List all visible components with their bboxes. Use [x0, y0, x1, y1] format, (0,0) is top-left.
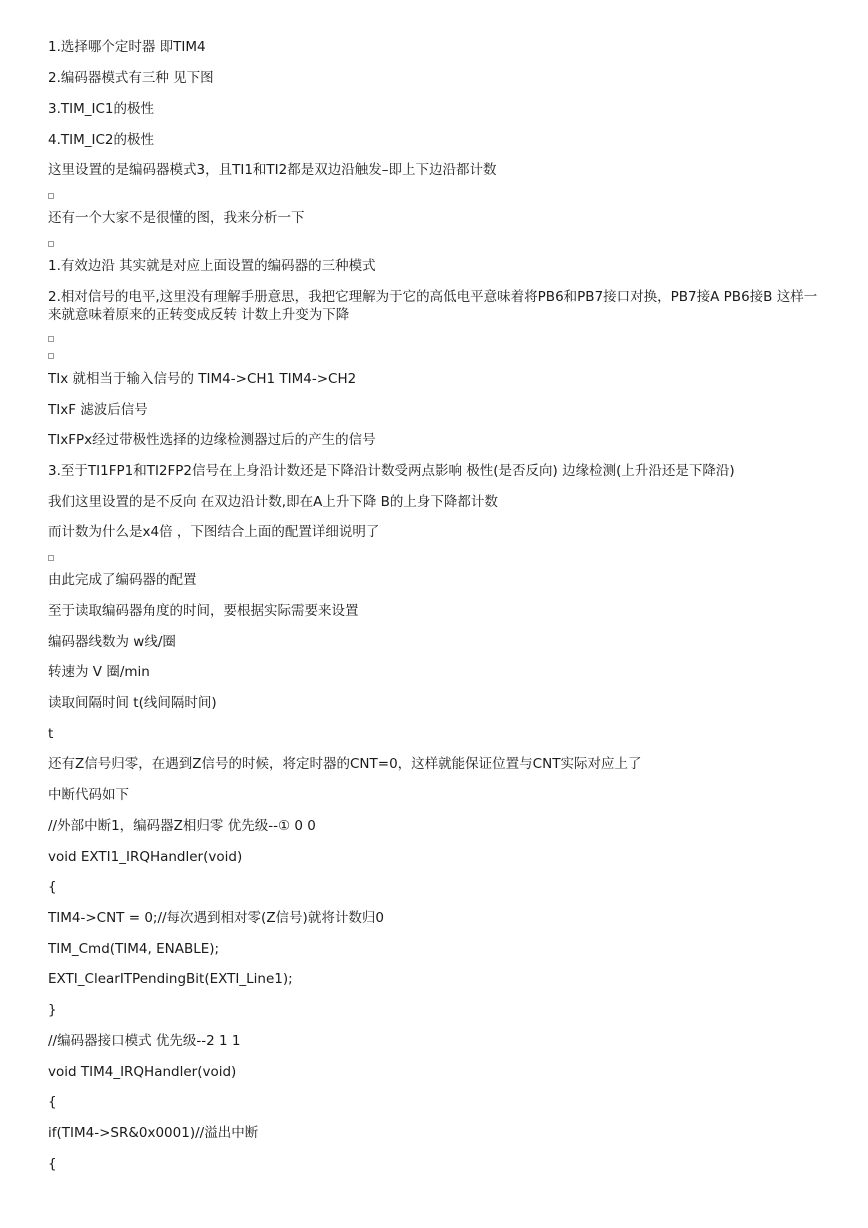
code-line: //编码器接口模式 优先级--2 1 1 — [48, 1033, 241, 1049]
image-placeholder-icon — [48, 336, 54, 342]
image-placeholder-icon — [48, 555, 54, 561]
code-line: void TIM4_IRQHandler(void) — [48, 1064, 237, 1080]
code-line: TIM4->CNT = 0;//每次遇到相对零(Z信号)就将计数归0 — [48, 910, 384, 926]
text-line: 还有Z信号归零，在遇到Z信号的时候，将定时器的CNT=0，这样就能保证位置与CNT实际对应上了 — [48, 756, 642, 772]
text-line: 而计数为什么是x4倍 ，下图结合上面的配置详细说明了 — [48, 524, 380, 540]
image-placeholder-icon — [48, 193, 54, 199]
text-line: 中断代码如下 — [48, 787, 129, 803]
text-line: TIx 就相当于输入信号的 TIM4->CH1 TIM4->CH2 — [48, 371, 357, 387]
text-line: 编码器线数为 w线/圈 — [48, 634, 176, 650]
text-line: 读取间隔时间 t(线间隔时间) — [48, 695, 217, 711]
code-line: { — [48, 879, 57, 895]
text-line: 还有一个大家不是很懂的图，我来分析一下 — [48, 210, 305, 226]
text-line: TIxF 滤波后信号 — [48, 402, 148, 418]
code-line: void EXTI1_IRQHandler(void) — [48, 849, 243, 865]
text-line: 我们这里设置的是不反向 在双边沿计数,即在A上升下降 B的上身下降都计数 — [48, 494, 498, 510]
code-line: { — [48, 1094, 57, 1110]
text-line: 2.相对信号的电平,这里没有理解手册意思，我把它理解为于它的高低电平意味着将PB6和PB7接口对换，PB7接A PB6接B 这样一来就意味着原来的正转变成反转 计数上升变为下降 — [48, 289, 818, 323]
text-line: 1.选择哪个定时器 即TIM4 — [48, 39, 206, 55]
text-line: 3.至于TI1FP1和TI2FP2信号在上身沿计数还是下降沿计数受两点影响 极性(是否反向) 边缘检测(上升沿还是下降沿) — [48, 463, 735, 479]
text-line: t — [48, 726, 54, 742]
text-line: TIxFPx经过带极性选择的边缘检测器过后的产生的信号 — [48, 432, 376, 448]
code-line: EXTI_ClearITPendingBit(EXTI_Line1); — [48, 971, 293, 987]
code-line: //外部中断1，编码器Z相归零 优先级--① 0 0 — [48, 818, 316, 834]
image-placeholder-icon — [48, 353, 54, 359]
image-placeholder-icon — [48, 241, 54, 247]
text-line: 4.TIM_IC2的极性 — [48, 132, 155, 148]
code-line: { — [48, 1156, 57, 1172]
code-line: if(TIM4->SR&0x0001)//溢出中断 — [48, 1125, 259, 1141]
text-line: 由此完成了编码器的配置 — [48, 572, 197, 588]
text-line: 至于读取编码器角度的时间，要根据实际需要来设置 — [48, 603, 359, 619]
text-line: 3.TIM_IC1的极性 — [48, 101, 155, 117]
text-line: 转速为 V 圈/min — [48, 664, 150, 680]
text-line: 这里设置的是编码器模式3，且TI1和TI2都是双边沿触发–即上下边沿都计数 — [48, 162, 497, 178]
code-line: } — [48, 1002, 57, 1018]
code-line: TIM_Cmd(TIM4, ENABLE); — [48, 941, 220, 957]
text-line: 1.有效边沿 其实就是对应上面设置的编码器的三种模式 — [48, 258, 376, 274]
text-line: 2.编码器模式有三种 见下图 — [48, 70, 214, 86]
